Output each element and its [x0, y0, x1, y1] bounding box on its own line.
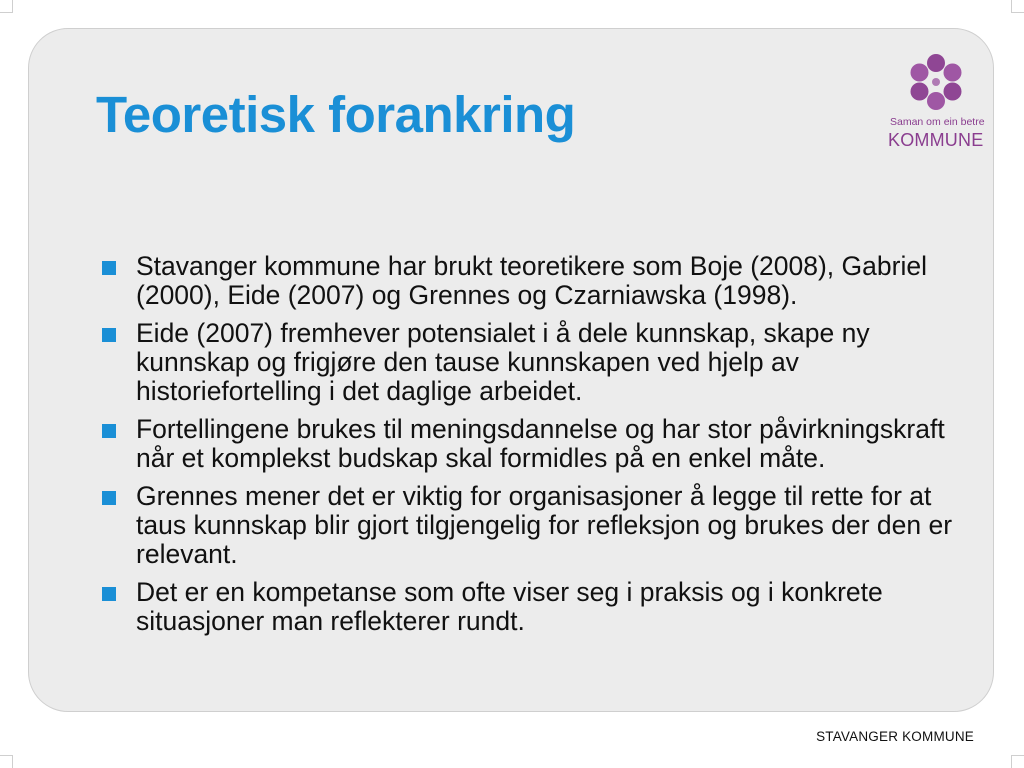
logo-tagline: Saman om ein betre — [890, 116, 985, 128]
footer-text: STAVANGER KOMMUNE — [816, 729, 974, 744]
flower-icon — [904, 50, 968, 114]
square-bullet-icon — [102, 424, 116, 438]
bullet-item — [100, 578, 970, 636]
crop-mark-top-right — [1011, 0, 1024, 13]
bullet-text: Grennes mener det er viktig for organisasjoner å legge til rette for at taus kunnskap blir gjort tilgjengelig for refleksjon og brukes der den er relevant. — [136, 481, 953, 569]
bullet-text: Det er en kompetanse som ofte viser seg i praksis og i konkrete situasjoner man reflekterer rundt. — [136, 577, 883, 636]
crop-mark-bottom-left — [0, 755, 13, 768]
crop-mark-top-left — [0, 0, 13, 13]
slide-title: Teoretisk forankring — [96, 86, 576, 143]
crop-mark-bottom-right — [1011, 755, 1024, 768]
square-bullet-icon — [102, 328, 116, 342]
bullet-item — [100, 482, 970, 569]
kommune-logo — [884, 50, 990, 154]
bullet-item — [100, 319, 970, 406]
bullet-list — [100, 252, 970, 645]
square-bullet-icon — [102, 587, 116, 601]
bullet-item — [100, 252, 970, 310]
bullet-text: Fortellingene brukes til meningsdannelse og har stor påvirkningskraft når et komplekst budskap skal formidles på en enkel måte. — [136, 414, 945, 473]
bullet-text: Stavanger kommune har brukt teoretikere som Boje (2008), Gabriel (2000), Eide (2007) og Grennes og Czarniawska (1998). — [136, 251, 927, 310]
bullet-item — [100, 415, 970, 473]
logo-name: KOMMUNE — [888, 130, 984, 150]
square-bullet-icon — [102, 491, 116, 505]
bullet-text: Eide (2007) fremhever potensialet i å dele kunnskap, skape ny kunnskap og frigjøre den tause kunnskapen ved hjelp av historiefortelling i det daglige arbeidet. — [136, 318, 870, 406]
square-bullet-icon — [102, 261, 116, 275]
